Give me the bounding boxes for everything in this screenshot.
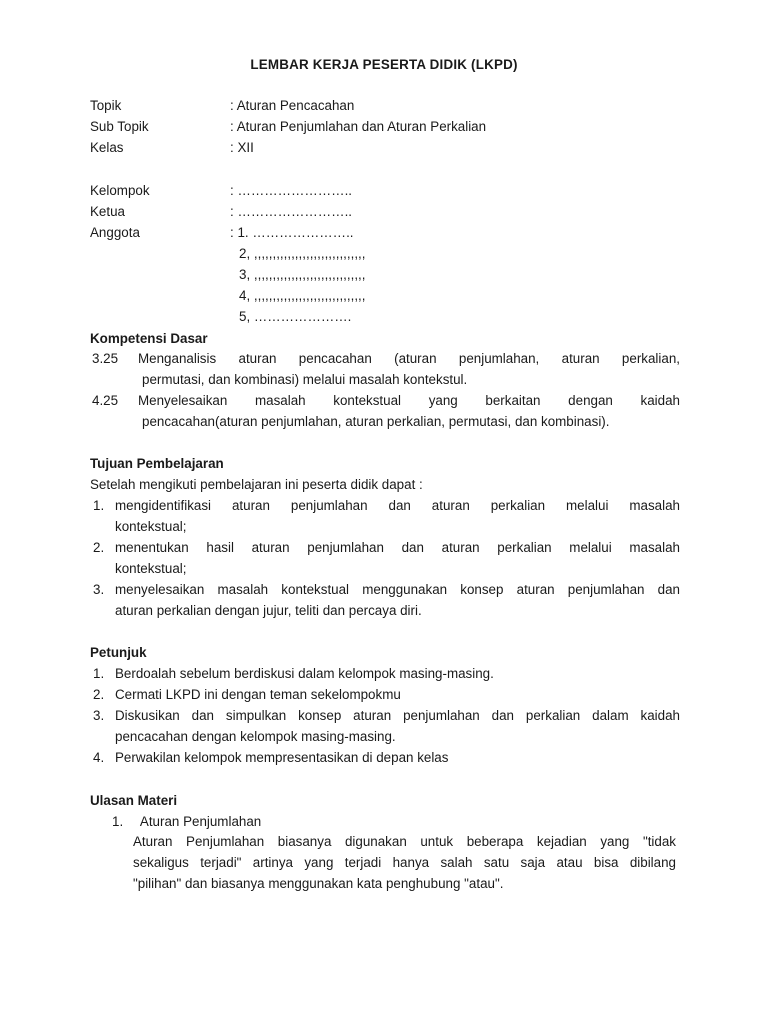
petunjuk-line: Perwakilan kelompok mempresentasikan di depan kelas: [115, 750, 449, 765]
identity-value: : Aturan Penjumlahan dan Aturan Perkalian: [230, 119, 487, 134]
ulasan-paragraph: [133, 832, 676, 894]
ulasan-subitem: [112, 812, 261, 832]
identity-value: : Aturan Pencacahan: [230, 98, 355, 113]
tujuan-item: [90, 496, 680, 538]
petunjuk-item: [90, 664, 680, 685]
kompetensi-line: pencacahan(aturan penjumlahan, aturan perkalian, permutasi, dan kombinasi).: [142, 413, 610, 429]
group-label: Ketua: [90, 204, 125, 219]
identity-label: Topik: [90, 98, 122, 113]
petunjuk-item: [90, 706, 680, 748]
ulasan-number: 1.: [112, 814, 124, 829]
petunjuk-number: 3.: [93, 708, 105, 723]
ulasan-line: "pilihan" dan biasanya menggunakan kata penghubung "atau".: [133, 875, 504, 891]
kompetensi-item: [90, 349, 680, 391]
ulasan-heading: Ulasan Materi: [90, 793, 178, 808]
member-line: 5, ………………….: [239, 309, 352, 324]
tujuan-item: [90, 538, 680, 580]
petunjuk-item: [90, 748, 680, 769]
kompetensi-heading: Kompetensi Dasar: [90, 331, 208, 346]
kompetensi-item: [90, 391, 680, 433]
tujuan-line: mengidentifikasi aturan penjumlahan dan aturan perkalian melalui masalah: [115, 498, 680, 513]
tujuan-line: kontekstual;: [115, 518, 187, 534]
group-value: : ……………………..: [230, 204, 353, 219]
petunjuk-heading: Petunjuk: [90, 645, 147, 660]
petunjuk-number: 1.: [93, 666, 105, 681]
petunjuk-line: Berdoalah sebelum berdiskusi dalam kelompok masing-masing.: [115, 666, 494, 681]
group-label: Anggota: [90, 225, 140, 240]
member-line: 3, ,,,,,,,,,,,,,,,,,,,,,,,,,,,,,,: [239, 267, 366, 282]
kompetensi-line: permutasi, dan kombinasi) melalui masalah kontekstul.: [142, 371, 468, 387]
tujuan-heading: Tujuan Pembelajaran: [90, 456, 224, 471]
group-ketua: [90, 202, 352, 222]
group-kelompok: [90, 181, 352, 201]
ulasan-line: Aturan Penjumlahan biasanya digunakan untuk beberapa kejadian yang "tidak: [133, 834, 676, 849]
ulasan-subtitle: Aturan Penjumlahan: [139, 814, 262, 829]
group-label: Kelompok: [90, 183, 150, 198]
tujuan-number: 1.: [93, 498, 105, 513]
kompetensi-line: Menyelesaikan masalah kontekstual yang berkaitan dengan kaidah: [138, 393, 680, 408]
petunjuk-line: Cermati LKPD ini dengan teman sekelompokmu: [115, 687, 401, 702]
member-line: 2, ,,,,,,,,,,,,,,,,,,,,,,,,,,,,,,: [239, 246, 366, 261]
identity-kelas: [90, 138, 254, 158]
kompetensi-line: Menganalisis aturan pencacahan (aturan penjumlahan, aturan perkalian,: [138, 351, 680, 366]
kompetensi-number: 4.25: [92, 393, 119, 408]
page-title: LEMBAR KERJA PESERTA DIDIK (LKPD): [250, 57, 518, 72]
identity-value: : XII: [230, 140, 254, 155]
identity-subtopik: [90, 117, 486, 137]
petunjuk-item: [90, 685, 680, 706]
ulasan-line: sekaligus terjadi" artinya yang terjadi hanya salah satu saja atau bisa dibilang: [133, 854, 676, 870]
identity-label: Kelas: [90, 140, 124, 155]
identity-topik: [90, 96, 354, 116]
kompetensi-number: 3.25: [92, 351, 119, 366]
petunjuk-line: pencacahan dengan kelompok masing-masing.: [115, 728, 396, 744]
tujuan-line: aturan perkalian dengan jujur, teliti dan percaya diri.: [115, 602, 422, 618]
tujuan-item: [90, 580, 680, 622]
tujuan-number: 3.: [93, 582, 105, 597]
tujuan-intro: Setelah mengikuti pembelajaran ini peserta didik dapat :: [90, 477, 423, 492]
petunjuk-number: 2.: [93, 687, 105, 702]
tujuan-line: kontekstual;: [115, 560, 187, 576]
tujuan-number: 2.: [93, 540, 105, 555]
identity-label: Sub Topik: [90, 119, 149, 134]
group-value: : ……………………..: [230, 183, 353, 198]
petunjuk-line: Diskusikan dan simpulkan konsep aturan penjumlahan dan perkalian dalam kaidah: [115, 708, 680, 723]
member-line: 4, ,,,,,,,,,,,,,,,,,,,,,,,,,,,,,,: [239, 288, 366, 303]
tujuan-line: menyelesaikan masalah kontekstual menggunakan konsep aturan penjumlahan dan: [115, 582, 680, 597]
tujuan-line: menentukan hasil aturan penjumlahan dan aturan perkalian melalui masalah: [115, 540, 680, 555]
group-anggota: [90, 223, 354, 243]
petunjuk-number: 4.: [93, 750, 105, 765]
group-value: : 1. …………………..: [230, 225, 354, 240]
